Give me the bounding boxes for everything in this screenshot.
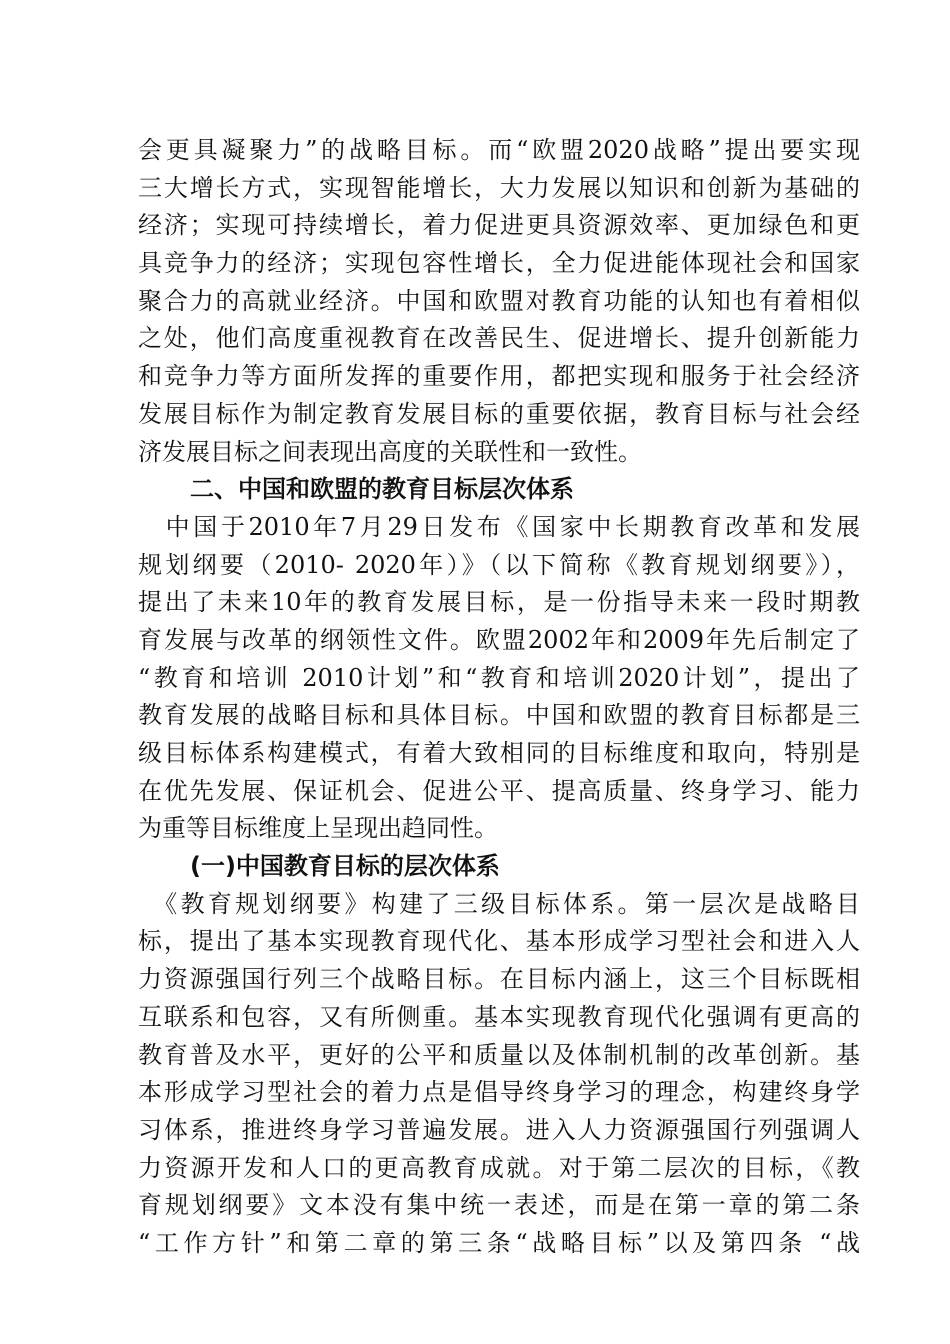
text-line: 会更具凝聚力”的战略目标。而“欧盟2020战略”提出要实现	[138, 136, 860, 164]
section-heading: 二、中国和欧盟的教育目标层次体系	[190, 475, 574, 504]
text-line: 教育发展的战略目标和具体目标。中国和欧盟的教育目标都是三	[138, 701, 860, 730]
subsection-heading: (一)中国教育目标的层次体系	[190, 852, 500, 881]
text-line: 发展目标作为制定教育发展目标的重要依据，教育目标与社会经	[138, 399, 860, 428]
text-line: 经济；实现可持续增长，着力促进更具资源效率、更加绿色和更	[138, 211, 860, 240]
text-line: 在优先发展、保证机会、促进公平、提高质量、终身学习、能力	[138, 776, 860, 805]
text-line: 育发展与改革的纲领性文件。欧盟2002年和2009年先后制定了	[138, 625, 860, 654]
document-page	[138, 132, 860, 1263]
text-line: 中国于2010年7月29日发布《国家中长期教育改革和发展	[138, 512, 860, 541]
text-line: 《教育规划纲要》构建了三级目标体系。第一层次是战略目	[138, 889, 860, 918]
text-line: 提出了未来10年的教育发展目标，是一份指导未来一段时期教	[138, 588, 860, 617]
text-line: 三大增长方式，实现智能增长，大力发展以知识和创新为基础的	[138, 173, 860, 202]
text-line: 标，提出了基本实现教育现代化、基本形成学习型社会和进入人	[138, 927, 860, 956]
text-line: 之处，他们高度重视教育在改善民生、促进增长、提升创新能力	[138, 324, 860, 353]
paragraph-continuation	[138, 132, 860, 471]
text-line: 互联系和包容，又有所侧重。基本实现教育现代化强调有更高的	[138, 1002, 860, 1031]
text-line: 教育普及水平，更好的公平和质量以及体制机制的改革创新。基	[138, 1040, 860, 1069]
text-line: 和竞争力等方面所发挥的重要作用，都把实现和服务于社会经济	[138, 362, 860, 391]
text-line: 力资源开发和人口的更高教育成就。对于第二层次的目标，《教	[138, 1153, 860, 1182]
text-line: 规划纲要（2010- 2020年）》（以下简称《教育规划纲要》），	[138, 550, 860, 579]
text-line: 育规划纲要》文本没有集中统一表述，而是在第一章的第二条	[138, 1191, 860, 1220]
text-line: 聚合力的高就业经济。中国和欧盟对教育功能的认知也有着相似	[138, 286, 860, 315]
text-line: 本形成学习型社会的着力点是倡导终身学习的理念，构建终身学	[138, 1078, 860, 1107]
text-line: 为重等目标维度上呈现出趋同性。	[138, 814, 498, 843]
text-line: 具竞争力的经济；实现包容性增长，全力促进能体现社会和国家	[138, 249, 860, 278]
text-line: 济发展目标之间表现出高度的关联性和一致性。	[138, 437, 642, 466]
text-line: 习体系，推进终身学习普遍发展。进入人力资源强国行列强调人	[138, 1115, 860, 1144]
text-line: “教育和培训 2010计划”和“教育和培训2020计划”，提出了	[138, 663, 860, 692]
text-line: 级目标体系构建模式，有着大致相同的目标维度和取向，特别是	[138, 739, 860, 767]
text-line: 力资源强国行列三个战略目标。在目标内涵上，这三个目标既相	[138, 965, 860, 994]
paragraph-china-hierarchy	[138, 886, 860, 1263]
paragraph-china-eu-targets	[138, 509, 860, 848]
text-line: “工作方针”和第二章的第三条“战略目标”以及第四条 “战	[138, 1228, 860, 1257]
